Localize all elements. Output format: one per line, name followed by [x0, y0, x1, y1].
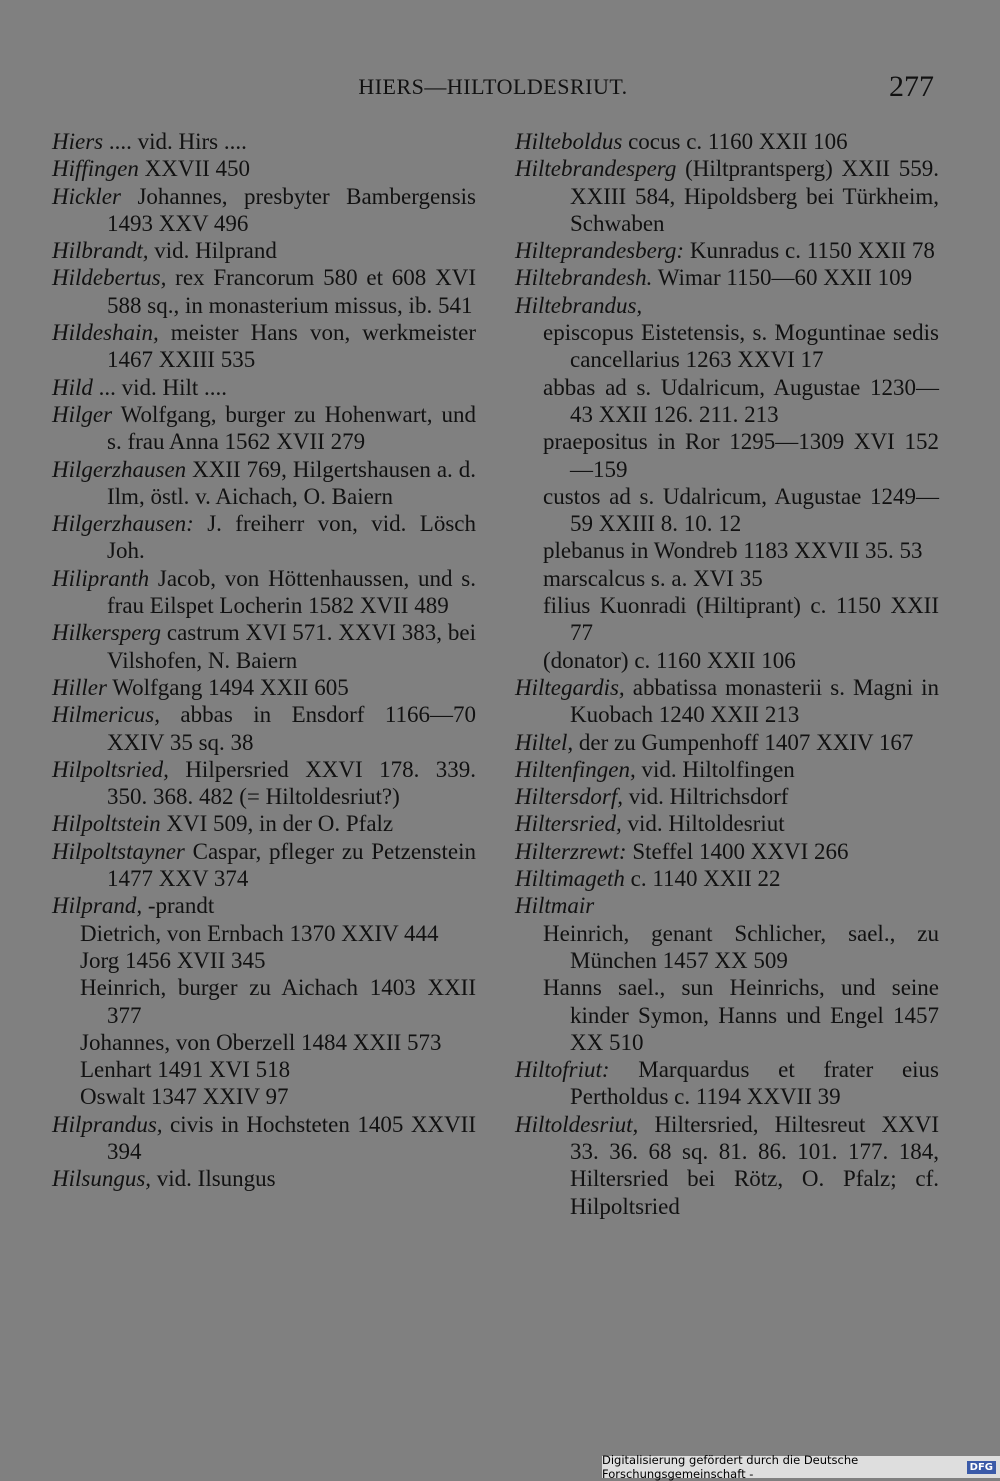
entry-headword: Hilpoltstayner [52, 838, 185, 864]
index-entry [52, 1111, 476, 1166]
index-subentry [52, 1029, 476, 1056]
entry-text: XXII 769, Hilgertshausen a. d. Ilm, östl. v. Aichach, O. Baiern [107, 456, 476, 509]
entry-text: vid. Hiltolfingen [635, 756, 795, 782]
index-entry [52, 264, 476, 319]
entry-headword: Hiltel, [515, 729, 574, 755]
index-entry [515, 264, 939, 291]
entry-text: abbas ad s. Udalricum, Augustae 1230—43 XXII 126. 211. 213 [543, 374, 939, 427]
entry-headword: Hiers [52, 129, 104, 154]
entry-text: Oswalt 1347 XXIV 97 [80, 1084, 289, 1110]
entry-headword: Hilgerzhausen [52, 456, 187, 482]
entry-headword: Hiffingen [52, 156, 139, 182]
entry-headword: Hildebertus, [52, 265, 167, 291]
index-subentry [515, 565, 939, 592]
index-entry [52, 892, 476, 919]
entry-text: Hilpersried XXVI 178. 339. 350. 368. 482 (= Hiltoldesriut?) [107, 756, 476, 810]
entry-text: abbatissa monasterii s. Magni in Kuobach 1240 XXII 213 [570, 674, 939, 728]
entry-headword: Hilterzrewt: [515, 838, 627, 864]
index-entry [515, 292, 939, 319]
index-subentry [515, 319, 939, 374]
entry-text: filius Kuonradi (Hiltiprant) c. 1150 XXII 77 [543, 593, 939, 646]
entry-text: Hanns sael., sun Heinrichs, und seine kinder Symon, Hanns und Engel 1457 XX 510 [543, 975, 939, 1055]
entry-text: abbas in Ensdorf 1166—70 XXIV 35 sq. 38 [107, 702, 476, 755]
entry-text: XXVII 450 [138, 156, 251, 182]
index-entry [52, 674, 476, 701]
entry-text: Wolfgang, burger zu Hohenwart, und s. frau Anna 1562 XVII 279 [107, 401, 476, 455]
index-entry [52, 155, 476, 182]
entry-headword: Hilgerzhausen: [52, 511, 194, 537]
index-entry [52, 810, 476, 837]
entry-text: vid. Hilprand [148, 238, 277, 264]
entry-headword: Hilteprandesberg: [515, 238, 685, 264]
entry-text: c. 1140 XXII 22 [624, 866, 781, 892]
index-entry [52, 183, 476, 238]
entry-text: castrum XVI 571. XXVI 383, bei Vilshofen, N. Baiern [107, 620, 476, 673]
entry-text: Caspar, pfleger zu Petzenstein 1477 XXV 374 [107, 838, 476, 892]
entry-text: episcopus Eistetensis, s. Moguntinae sedis cancellarius 1263 XXVI 17 [543, 320, 939, 373]
entry-text: -prandt [142, 893, 215, 919]
entry-headword: Hilkersperg [52, 620, 162, 646]
entry-text: meister Hans von, werkmeister 1467 XXIII 535 [107, 320, 476, 373]
dfg-footer [602, 1453, 1000, 1481]
footer-text: Digitalisierung gefördert durch die Deutsche Forschungsgemeinschaft - [602, 1453, 859, 1481]
index-subentry [52, 920, 476, 947]
index-entry [515, 783, 939, 810]
entry-headword: Hiltebrandus, [515, 292, 643, 318]
entry-headword: Hickler [52, 183, 121, 209]
entry-headword: Hiltimageth [515, 866, 625, 892]
index-entry [52, 456, 476, 511]
index-subentry [515, 920, 939, 975]
entry-text: Jacob, von Höttenhaussen, und s. frau Eilspet Locherin 1582 XVII 489 [107, 565, 476, 619]
entry-text: vid. Ilsungus [151, 1166, 276, 1192]
index-entry [52, 374, 476, 401]
entry-text: vid. Hiltrichsdorf [622, 784, 789, 810]
index-entry [515, 865, 939, 892]
entry-text: vid. Hiltoldesriut [621, 811, 785, 837]
entry-text: praepositus in Ror 1295—1309 XVI 152—159 [543, 429, 939, 482]
index-entry [515, 729, 939, 756]
entry-text: (Hiltprantsperg) XXII 559. XXIII 584, Hipoldsberg bei Türkheim, Schwaben [570, 156, 939, 236]
index-entry [515, 674, 939, 729]
entry-headword: Hild [52, 374, 93, 400]
entry-text: .... vid. Hirs .... [103, 129, 247, 154]
page-number: 277 [889, 70, 934, 103]
index-entry [52, 565, 476, 620]
index-subentry [515, 428, 939, 483]
entry-text: Lenhart 1491 XVI 518 [80, 1057, 291, 1083]
entry-headword: Hilprandus, [52, 1111, 163, 1137]
index-entry [515, 237, 939, 264]
entry-headword: Hilger [52, 401, 113, 427]
entry-text: Heinrich, genant Schlicher, sael., zu München 1457 XX 509 [543, 920, 939, 973]
index-entry [52, 510, 476, 565]
entry-headword: Hiltofriut: [515, 1057, 610, 1083]
entry-text: Heinrich, burger zu Aichach 1403 XXII 377 [80, 975, 476, 1028]
entry-headword: Hilipranth [52, 565, 150, 591]
entry-text: plebanus in Wondreb 1183 XXVII 35. 53 [543, 538, 923, 564]
index-entry [52, 619, 476, 674]
entry-text: Jorg 1456 XVII 345 [80, 947, 266, 973]
entry-text: cocus c. 1160 XXII 106 [622, 129, 848, 154]
index-entry [52, 756, 476, 811]
index-subentry [52, 974, 476, 1029]
index-entry [52, 319, 476, 374]
index-subentry [515, 974, 939, 1056]
entry-headword: Hilprand, [52, 893, 143, 919]
entry-headword: Hiltegardis, [515, 674, 625, 700]
dfg-logo-icon: DFG [967, 1461, 996, 1474]
index-entry [515, 155, 939, 237]
entry-headword: Hilpoltsried, [52, 756, 169, 782]
running-title: HIERS—HILTOLDESRIUT. [358, 74, 628, 99]
entry-text: Steffel 1400 XXVI 266 [626, 838, 849, 864]
entry-headword: Hiltebrandesperg [515, 156, 677, 182]
entry-text: Marquardus et frater eius Pertholdus c. 1194 XXVII 39 [570, 1057, 939, 1110]
entry-headword: Hilmericus, [52, 702, 160, 728]
entry-text: custos ad s. Udalricum, Augustae 1249—59 XXIII 8. 10. 12 [543, 483, 939, 537]
entry-text: civis in Hochsteten 1405 XXVII 394 [107, 1111, 476, 1164]
index-subentry [515, 647, 939, 674]
index-subentry [515, 483, 939, 538]
left-column [52, 128, 476, 1193]
index-entry [52, 838, 476, 893]
index-entry [515, 1056, 939, 1111]
entry-text: XVI 509, in der O. Pfalz [160, 811, 394, 837]
index-entry [52, 1165, 476, 1192]
entry-text: Hiltersried, Hiltesreut XXVI 33. 36. 68 sq. 81. 86. 101. 177. 184, Hiltersried bei Rötz, O. Pfalz; cf. Hilpoltsried [570, 1111, 939, 1219]
entry-headword: Hiltmair [515, 893, 595, 919]
entry-headword: Hilteboldus [515, 129, 623, 154]
entry-headword: Hiltersdorf, [515, 784, 623, 810]
entry-text: Wolfgang 1494 XXII 605 [106, 674, 349, 700]
entry-headword: Hiltersried, [515, 811, 622, 837]
index-entry [515, 128, 939, 155]
index-entry [52, 701, 476, 756]
entry-headword: Hilsungus, [52, 1166, 152, 1192]
index-subentry [515, 592, 939, 647]
right-column [515, 128, 939, 1220]
index-entry [515, 756, 939, 783]
entry-text: marscalcus s. a. XVI 35 [543, 565, 763, 591]
entry-headword: Hiltoldesriut, [515, 1111, 639, 1137]
entry-text: Dietrich, von Ernbach 1370 XXIV 444 [80, 920, 439, 946]
index-subentry [52, 1056, 476, 1083]
index-entry [515, 1111, 939, 1220]
entry-text: Wimar 1150—60 XXII 109 [652, 265, 913, 291]
index-entry [52, 401, 476, 456]
index-entry [515, 838, 939, 865]
index-subentry [515, 537, 939, 564]
entry-text: Johannes, von Oberzell 1484 XXII 573 [80, 1029, 442, 1055]
entry-text: Kunradus c. 1150 XXII 78 [684, 238, 935, 264]
entry-headword: Hiltebrandesh. [515, 265, 653, 291]
entry-text: Johannes, presbyter Bambergensis 1493 XXV 496 [107, 183, 476, 236]
index-entry [515, 892, 939, 919]
index-subentry [515, 374, 939, 429]
index-entry [52, 128, 476, 155]
entry-headword: Hildeshain, [52, 320, 159, 346]
entry-headword: Hilpoltstein [52, 811, 161, 837]
page-header [52, 70, 934, 110]
entry-text: J. freiherr von, vid. Lösch Joh. [107, 511, 476, 564]
index-entry [52, 237, 476, 264]
entry-text: der zu Gumpenhoff 1407 XXIV 167 [573, 729, 914, 755]
entry-headword: Hilbrandt, [52, 238, 149, 264]
index-entry [515, 810, 939, 837]
entry-headword: Hiltenfingen, [515, 756, 636, 782]
entry-headword: Hiller [52, 674, 107, 700]
entry-text: rex Francorum 580 et 608 XVI 588 sq., in monasterium missus, ib. 541 [107, 265, 476, 318]
index-subentry [52, 1083, 476, 1110]
entry-text: (donator) c. 1160 XXII 106 [543, 647, 796, 673]
entry-text: ... vid. Hilt .... [92, 374, 228, 400]
index-subentry [52, 947, 476, 974]
